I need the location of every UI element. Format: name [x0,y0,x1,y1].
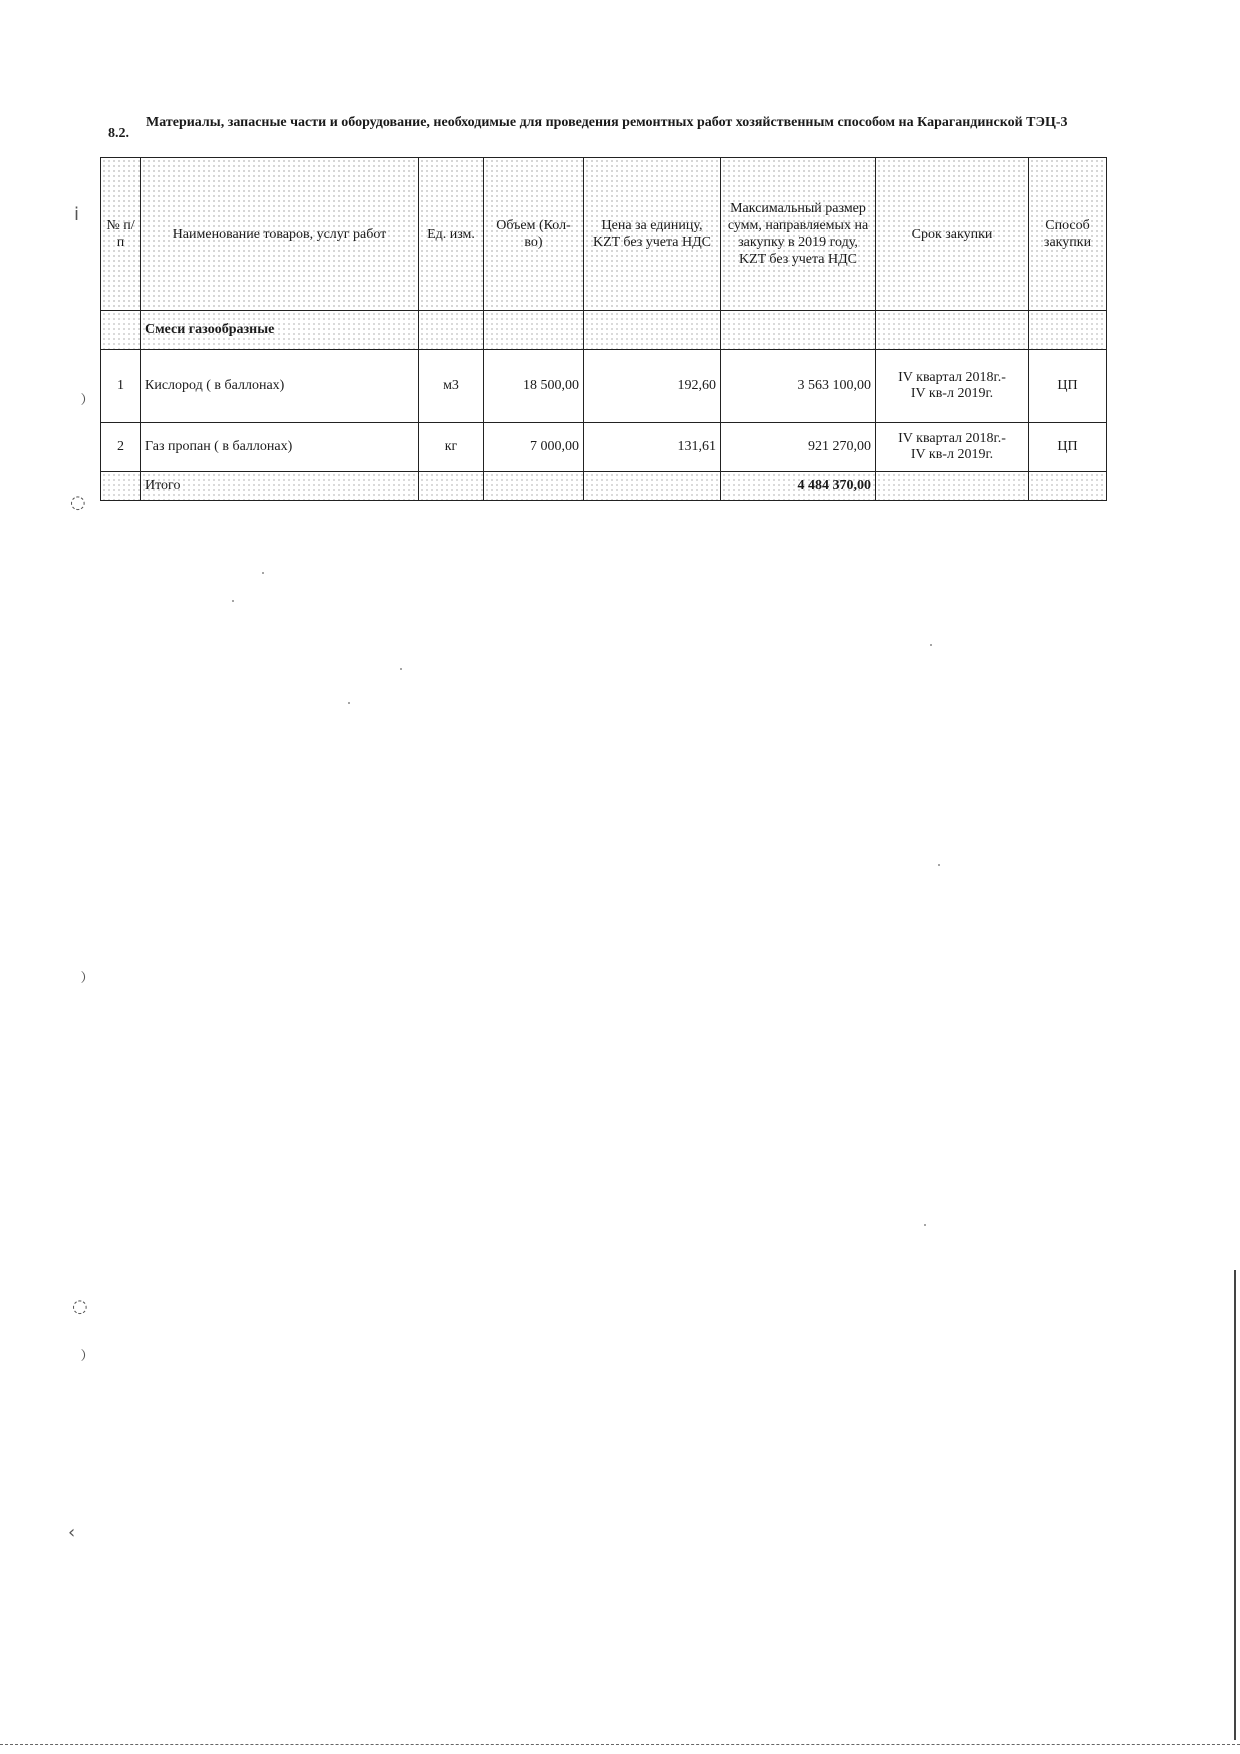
row-sum: 3 563 100,00 [721,350,876,423]
group-empty-cell [419,311,484,350]
scan-edge [1234,1270,1236,1740]
row-name: Кислород ( в баллонах) [141,350,419,423]
row-term-line1: IV квартал 2018г.- [898,431,1006,446]
header-unit: Ед. изм. [419,158,484,311]
row-term-line2: IV кв-л 2019г. [910,447,994,462]
header-num: № п/п [101,158,141,311]
binder-mark: ‹ [68,1522,76,1543]
row-volume: 18 500,00 [484,350,584,423]
total-empty-cell [584,472,721,501]
header-method: Способ закупки [1029,158,1107,311]
group-empty-cell [721,311,876,350]
total-empty-cell [484,472,584,501]
row-unit: кг [419,423,484,472]
row-term-line2: IV кв-л 2019г. [910,386,994,401]
row-term [876,423,1029,472]
row-num: 2 [101,423,141,472]
header-name: Наименование товаров, услуг работ [141,158,419,311]
binder-mark: ◌ [72,1296,88,1317]
total-sum: 4 484 370,00 [721,472,876,501]
row-name: Газ пропан ( в баллонах) [141,423,419,472]
procurement-table [100,157,1107,501]
binder-mark: ﹚ [74,1344,92,1365]
group-row [101,311,1107,350]
group-empty-cell [584,311,721,350]
row-method: ЦП [1029,423,1107,472]
total-empty-cell [876,472,1029,501]
row-sum: 921 270,00 [721,423,876,472]
binder-mark: ﹚ [74,966,92,987]
scan-speck [232,600,234,602]
binder-mark: ﹚ [74,388,92,409]
total-row [101,472,1107,501]
total-empty-cell [419,472,484,501]
scan-speck [924,1224,926,1226]
row-term-line1: IV квартал 2018г.- [898,370,1006,385]
total-empty-cell [1029,472,1107,501]
group-empty-cell [1029,311,1107,350]
header-volume: Объем (Кол-во) [484,158,584,311]
group-label: Смеси газообразные [141,311,419,350]
row-method: ЦП [1029,350,1107,423]
row-term [876,350,1029,423]
row-price: 192,60 [584,350,721,423]
section-title: Материалы, запасные части и оборудование, необходимые для проведения ремонтных работ хозяйственным способом на Карагандинской ТЭЦ-3 [146,115,1068,130]
scan-speck [930,644,932,646]
row-unit: м3 [419,350,484,423]
table-row [101,350,1107,423]
scan-bottom-edge [0,1744,1240,1746]
row-price: 131,61 [584,423,721,472]
group-num-cell [101,311,141,350]
row-num: 1 [101,350,141,423]
binder-mark: ◌ [70,492,86,513]
table-header-row [101,158,1107,311]
row-volume: 7 000,00 [484,423,584,472]
header-price: Цена за единицу, KZT без учета НДС [584,158,721,311]
scan-speck [348,702,350,704]
scan-speck [262,572,264,574]
binder-mark: ⅰ [74,204,80,225]
header-term: Срок закупки [876,158,1029,311]
total-empty-cell [101,472,141,501]
table-row [101,423,1107,472]
total-label: Итого [141,472,419,501]
scan-speck [938,864,940,866]
section-number: 8.2. [108,126,129,141]
scan-speck [400,668,402,670]
group-empty-cell [876,311,1029,350]
group-empty-cell [484,311,584,350]
header-max-sum: Максимальный размер сумм, направляемых на закупку в 2019 году, KZT без учета НДС [721,158,876,311]
